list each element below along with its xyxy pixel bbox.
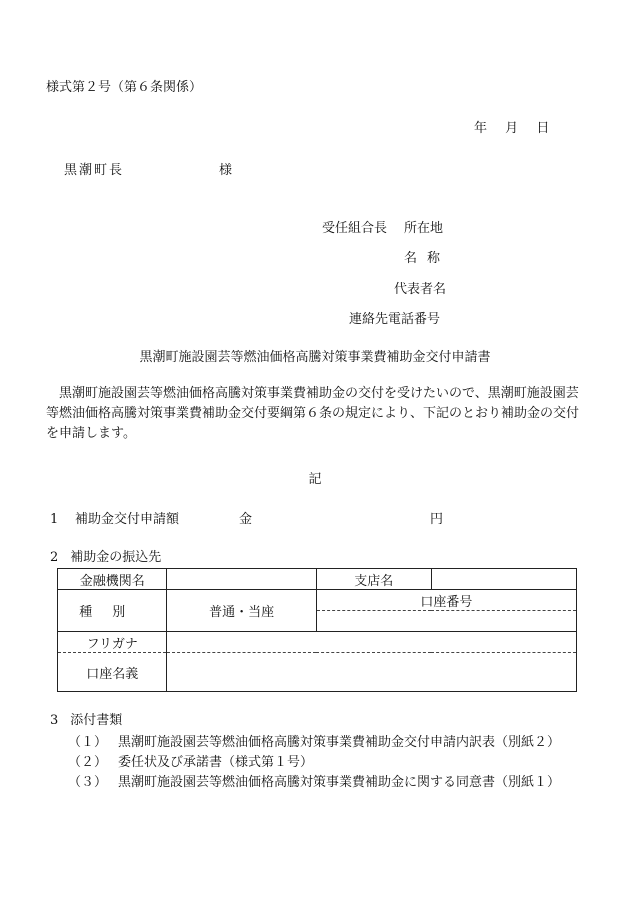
applicant-title: 受任組合長 bbox=[322, 221, 388, 236]
attachment-number: （１） bbox=[68, 735, 108, 750]
bank-account-table bbox=[57, 568, 577, 692]
attachment-text: 黒潮町施設園芸等燃油価格高騰対策事業費補助金に関する同意書（別紙１） bbox=[118, 775, 561, 790]
attachment-text: 黒潮町施設園芸等燃油価格高騰対策事業費補助金交付申請内訳表（別紙２） bbox=[118, 735, 561, 750]
item3-heading bbox=[50, 713, 122, 729]
attachment-item bbox=[68, 755, 313, 771]
furigana-label: フリガナ bbox=[58, 632, 167, 653]
document-title: 黒潮町施設園芸等燃油価格高騰対策事業費補助金交付申請書 bbox=[139, 350, 491, 365]
account-number-label: 口座番号 bbox=[316, 590, 576, 611]
item3-number: 3 bbox=[50, 713, 59, 728]
type-label-cell bbox=[58, 590, 167, 632]
type-value[interactable]: 普通・当座 bbox=[167, 590, 316, 632]
type-label: 種別 bbox=[79, 605, 146, 620]
body-text: 黒潮町施設園芸等燃油価格高騰対策事業費補助金の交付を受けたいので、黒潮町施設園芸等燃油価格高騰対策事業費補助金交付要綱第６条の規定により、下記のとおり補助金の交付を申請します。 bbox=[46, 386, 580, 441]
table-row bbox=[58, 632, 577, 653]
addressee-name: 黒潮町長 bbox=[64, 163, 125, 178]
attachment-item bbox=[68, 775, 560, 791]
applicant-phone-label: 連絡先電話番号 bbox=[349, 312, 441, 327]
form-number: 様式第２号（第６条関係） bbox=[46, 80, 203, 95]
bank-name-label: 金融機関名 bbox=[58, 569, 167, 590]
item2-label: 補助金の振込先 bbox=[70, 550, 162, 565]
furigana-field[interactable] bbox=[167, 632, 577, 653]
date-day: 日 bbox=[536, 121, 550, 136]
applicant-address-label: 所在地 bbox=[404, 221, 444, 236]
branch-label: 支店名 bbox=[316, 569, 431, 590]
date-line bbox=[474, 121, 549, 137]
attachment-number: （３） bbox=[68, 775, 108, 790]
attachment-item bbox=[68, 735, 560, 751]
attachment-number: （２） bbox=[68, 755, 108, 770]
item2-heading bbox=[50, 550, 161, 566]
item2-number: 2 bbox=[50, 550, 59, 565]
attachment-text: 委任状及び承諾書（様式第１号） bbox=[118, 755, 314, 770]
item1-number: 1 bbox=[50, 512, 59, 527]
item1-prefix: 金 bbox=[239, 512, 253, 527]
item3-label: 添付書類 bbox=[70, 713, 123, 728]
table-row bbox=[58, 569, 577, 590]
branch-field[interactable] bbox=[431, 569, 576, 590]
applicant-name-label: 名称 bbox=[404, 251, 451, 266]
date-year: 年 bbox=[474, 121, 488, 136]
applicant-representative-label: 代表者名 bbox=[394, 282, 447, 297]
account-holder-label: 口座名義 bbox=[58, 653, 167, 692]
account-number-field[interactable] bbox=[316, 611, 576, 632]
body-paragraph bbox=[46, 384, 586, 444]
table-row bbox=[58, 653, 577, 692]
account-holder-field[interactable] bbox=[167, 653, 577, 692]
ki-heading: 記 bbox=[308, 472, 322, 487]
addressee-honorific: 様 bbox=[219, 163, 233, 178]
table-row bbox=[58, 590, 577, 611]
item1-unit: 円 bbox=[430, 512, 444, 527]
item1-label: 補助金交付申請額 bbox=[75, 512, 180, 527]
bank-name-field[interactable] bbox=[167, 569, 316, 590]
date-month: 月 bbox=[505, 121, 519, 136]
